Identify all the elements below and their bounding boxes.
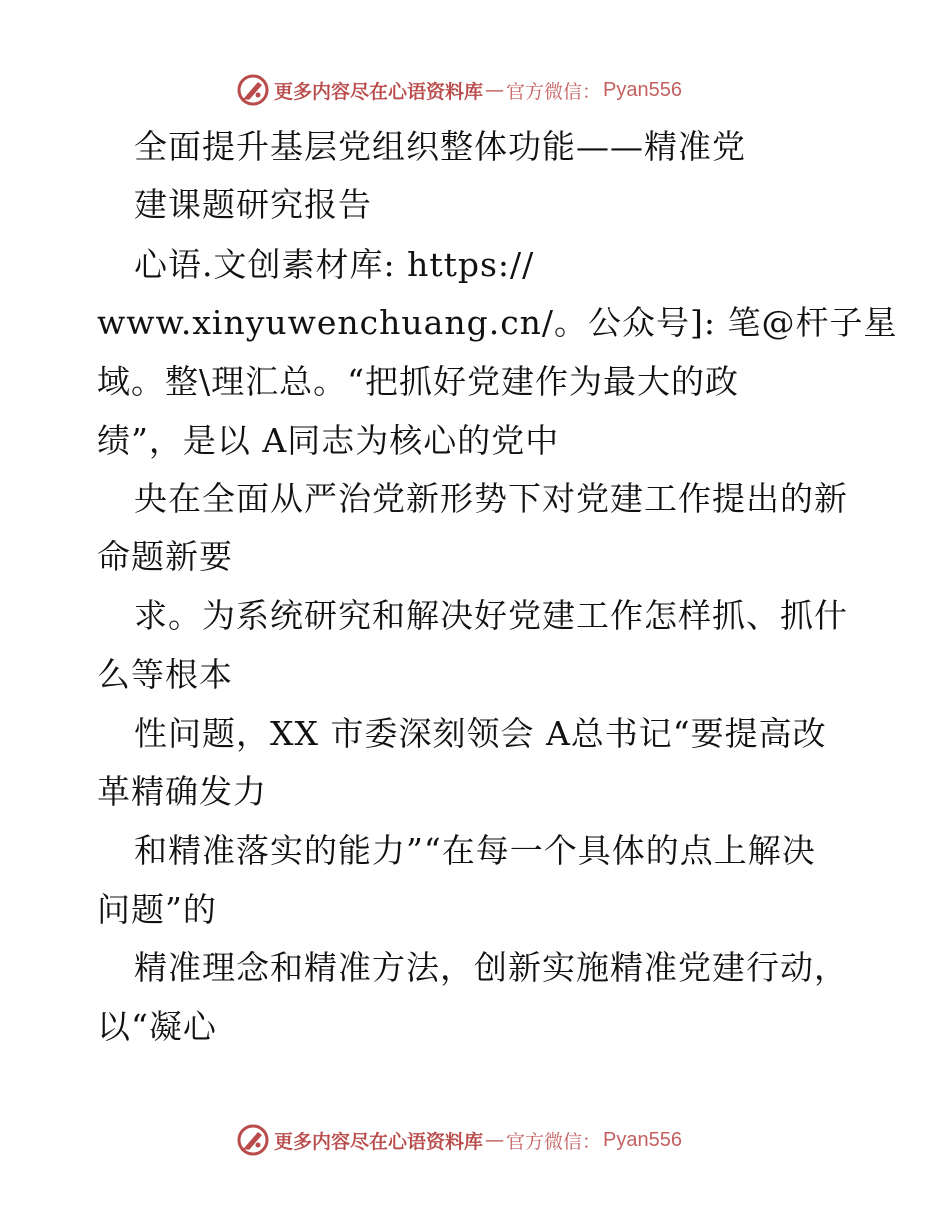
title-line-2: 建课题研究报告: [134, 185, 372, 224]
banner-text: 更多内容尽在心语资料库: [274, 80, 484, 103]
banner-dash: —: [485, 1129, 505, 1151]
text-line: 问题”的: [97, 890, 217, 929]
banner-dash: —: [485, 79, 505, 101]
wechat-handle: Pyan556: [603, 1128, 682, 1151]
footer-banner: [236, 1123, 682, 1157]
wechat-label: 官方微信：: [506, 80, 602, 103]
text-line: 和精准落实的能力”“在每一个具体的点上解决: [134, 831, 816, 870]
text-line: 域。整\理汇总。“把抓好党建作为最大的政: [97, 362, 739, 401]
text-line: 性问题，XX 市委深刻领会 A总书记“要提高改: [134, 714, 827, 753]
text-line: 以“凝心: [97, 1007, 217, 1046]
header-banner: [236, 73, 682, 107]
text-line: 革精确发力: [97, 772, 267, 811]
banner-text: 更多内容尽在心语资料库: [274, 1130, 484, 1153]
wechat-label: 官方微信：: [506, 1130, 602, 1153]
wechat-handle: Pyan556: [603, 78, 682, 101]
title-line-1: 全面提升基层党组织整体功能——精准党: [134, 127, 746, 166]
text-line: 精准理念和精准方法，创新实施精准党建行动，: [134, 948, 848, 987]
text-line: 绩”，是以 A同志为核心的党中: [97, 421, 560, 460]
brush-logo-icon: [236, 1123, 270, 1157]
text-line: 心语.文创素材库: https://: [134, 245, 535, 284]
text-line: 求。为系统研究和解决好党建工作怎样抓、抓什: [134, 596, 848, 635]
text-line: 命题新要: [97, 537, 233, 576]
text-line: 央在全面从严治党新形势下对党建工作提出的新: [134, 479, 848, 518]
brush-logo-icon: [236, 73, 270, 107]
text-line: www.xinyuwenchuang.cn/。公众号]: 笔@杆子星: [97, 303, 898, 342]
text-line: 么等根本: [97, 655, 233, 694]
